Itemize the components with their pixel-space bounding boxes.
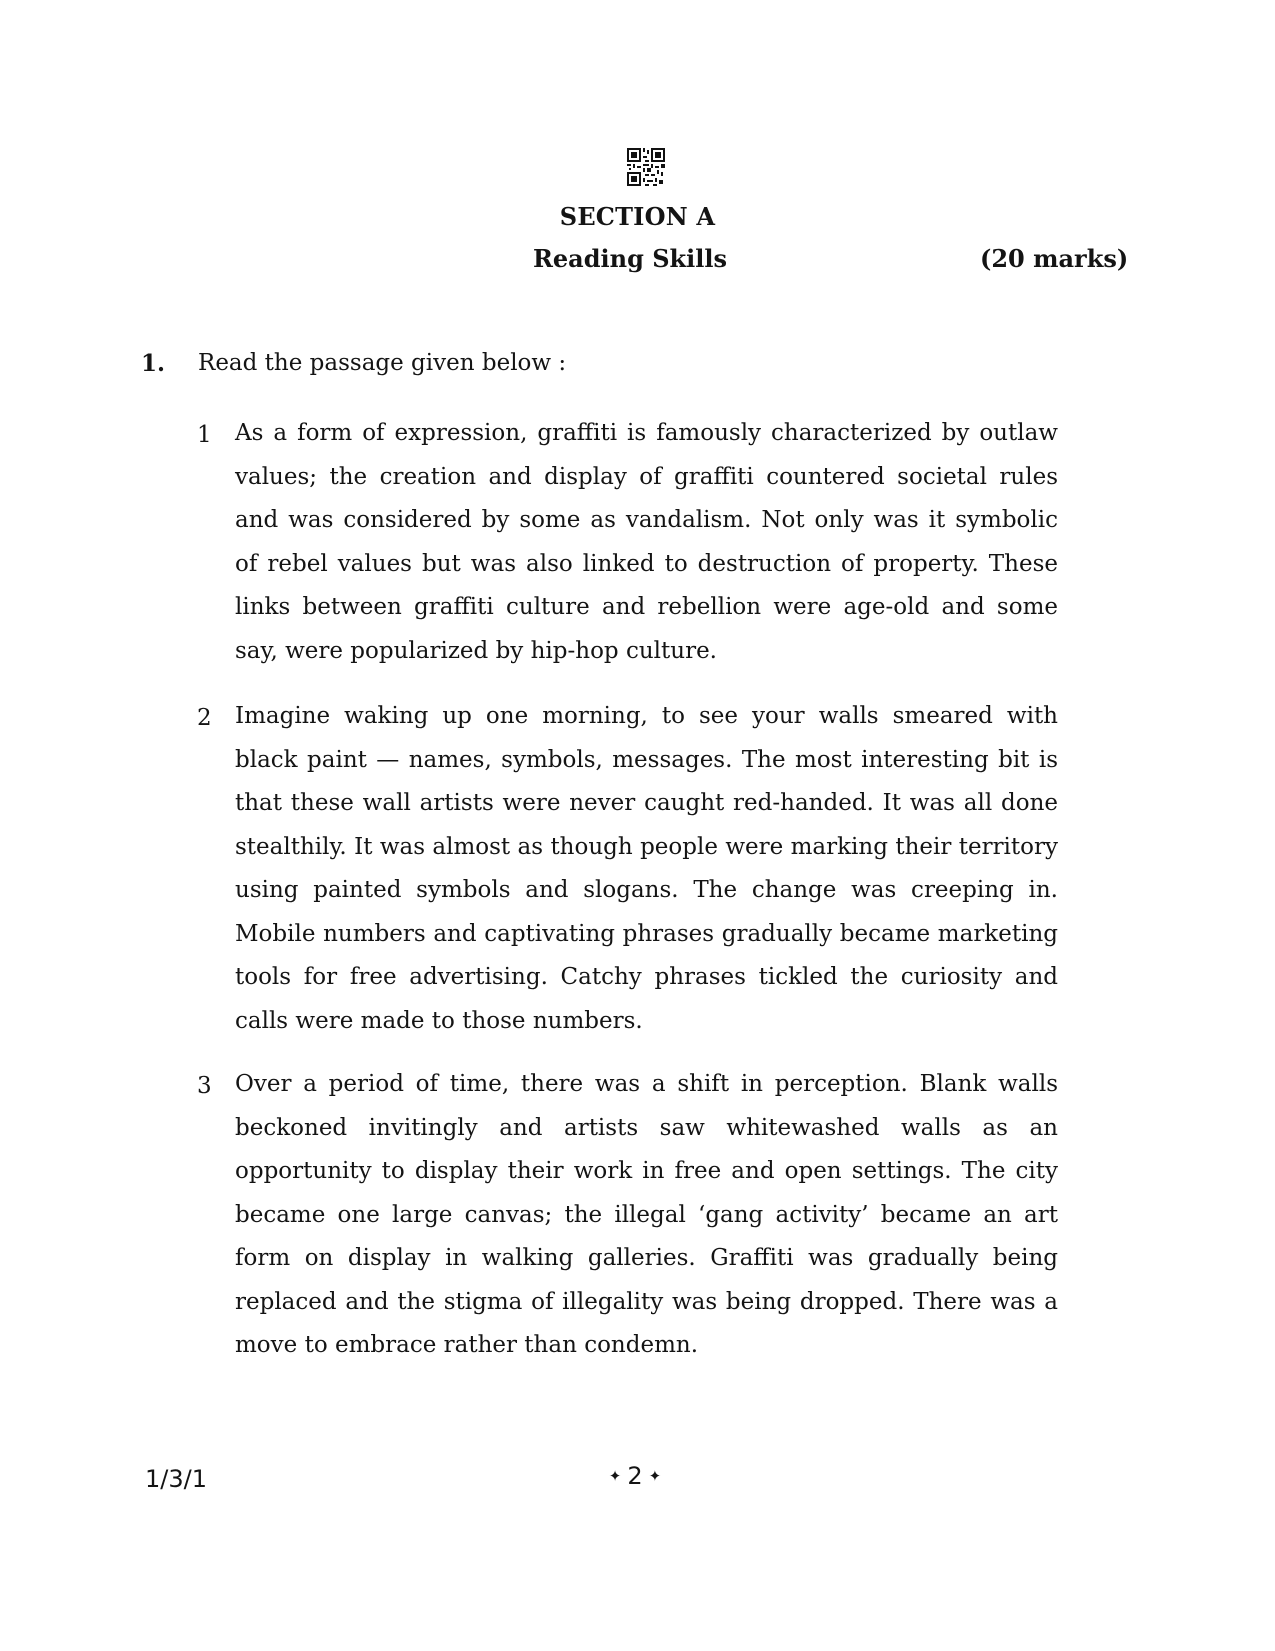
passage-paragraph: Over a period of time, there was a shift in perception. Blank walls beckoned invitingly and artists saw whitewashed walls as an opportunity to display their work in free and open settings. The city became one large canvas; the illegal ‘gang activity’ became an art form on display in walking galleries. Graffiti was gradually being replaced and the stigma of illegality was being dropped. There was a move to embrace rather than condemn. — [235, 1071, 1058, 1358]
ornament-left-icon: ✦ — [608, 1467, 622, 1485]
page-number — [0, 1462, 1270, 1490]
paper-code: 1/3/1 — [145, 1465, 207, 1493]
question-instruction: Read the passage given below : — [198, 350, 567, 376]
paragraph-number: 2 — [197, 705, 212, 731]
passage-paragraph: As a form of expression, graffiti is famously characterized by outlaw values; the creation and display of graffiti countered societal rules and was considered by some as vandalism. Not only was it symbolic of rebel values but was also linked to destruction of property. These links between graffiti culture and rebellion were age-old and some say, were popularized by hip-hop culture. — [235, 420, 1058, 664]
paragraph-number: 1 — [197, 422, 212, 448]
passage-paragraph: Imagine waking up one morning, to see your walls smeared with black paint — names, symbols, messages. The most interesting bit is that these wall artists were never caught red-handed. It was all done stealthily. It was almost as though people were marking their territory using painted symbols and slogans. The change was creeping in. Mobile numbers and captivating phrases gradually became marketing tools for free advertising. Catchy phrases tickled the curiosity and calls were made to those numbers. — [235, 703, 1058, 1034]
section-title: SECTION A — [559, 202, 716, 231]
question-number: 1. — [141, 350, 166, 377]
qr-code — [627, 148, 665, 186]
section-subtitle: Reading Skills — [532, 244, 728, 273]
paragraph-number: 3 — [197, 1073, 212, 1099]
ornament-right-icon: ✦ — [648, 1467, 662, 1485]
marks-label: (20 marks) — [980, 244, 1129, 273]
page-number-value: 2 — [627, 1462, 643, 1490]
